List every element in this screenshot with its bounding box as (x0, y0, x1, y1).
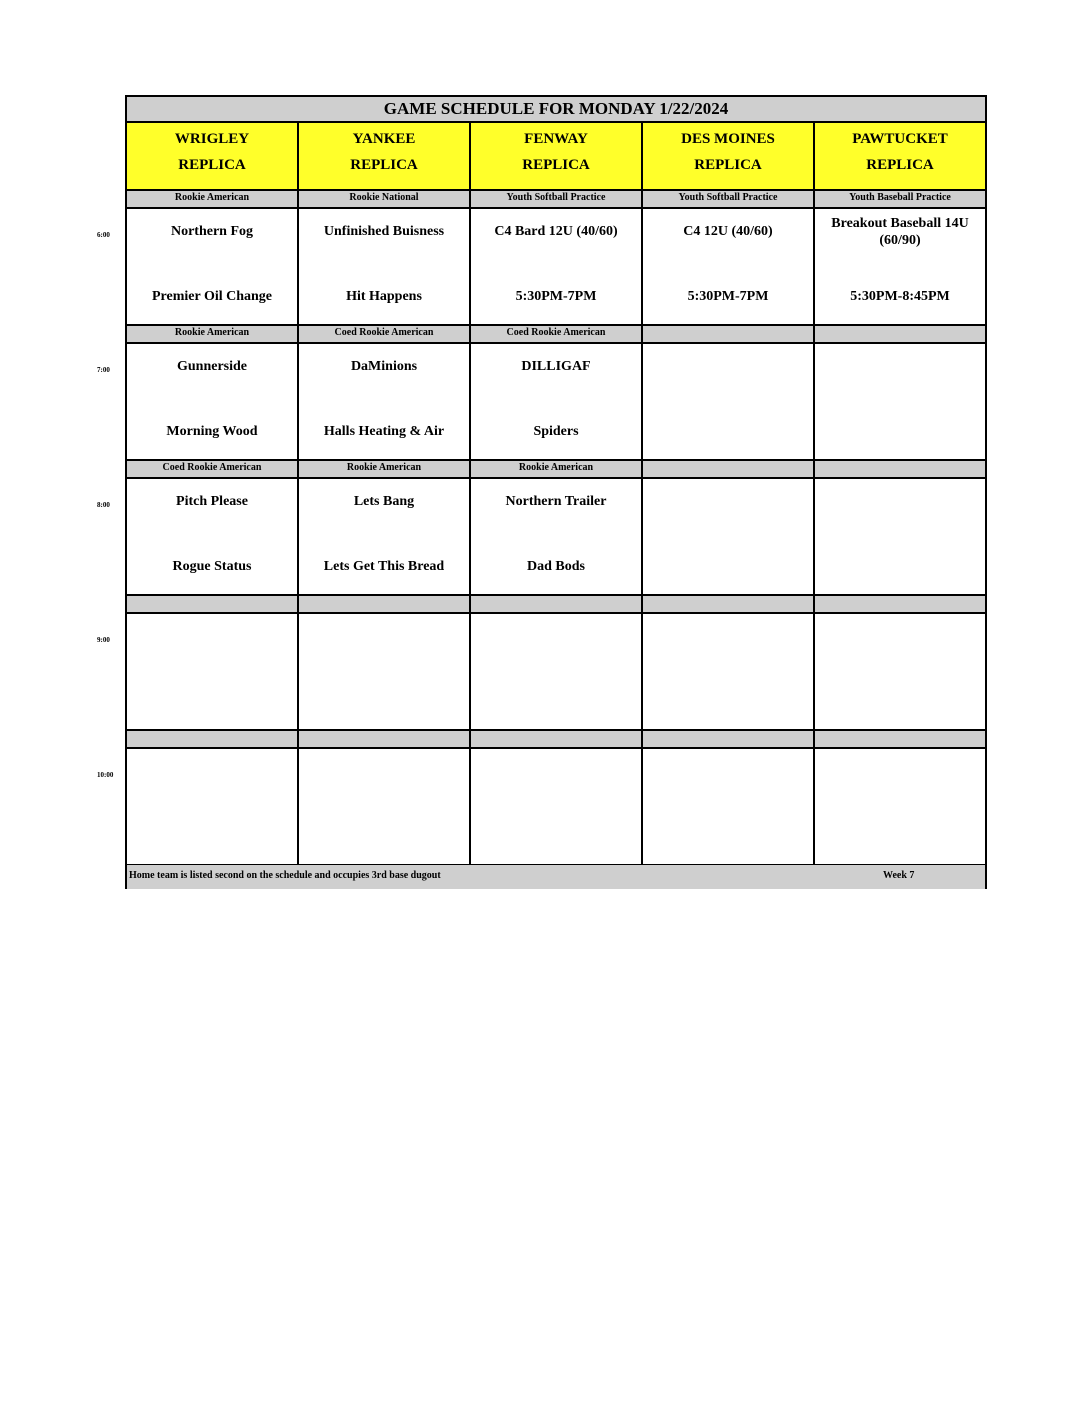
game-cell (643, 749, 813, 864)
division-label (815, 596, 985, 612)
venue-header (299, 123, 469, 189)
away-team: Pitch Please (176, 494, 248, 509)
footer-bar (127, 865, 985, 889)
venue-subtitle: REPLICA (178, 157, 246, 173)
game-cell (815, 614, 985, 729)
division-label: Rookie American (299, 461, 469, 477)
game-cell (643, 344, 813, 459)
division-label (815, 326, 985, 342)
venue-subtitle: REPLICA (522, 157, 590, 173)
home-team: 5:30PM-7PM (687, 289, 769, 304)
division-label: Rookie American (127, 191, 297, 207)
game-cell (643, 479, 813, 594)
division-label (643, 596, 813, 612)
venue-header (815, 123, 985, 189)
division-label (471, 596, 641, 612)
game-cell (299, 614, 469, 729)
venue-name: YANKEE (352, 131, 416, 147)
home-team: Lets Get This Bread (323, 559, 445, 574)
home-team: Premier Oil Change (151, 289, 273, 304)
away-team: Breakout Baseball 14U (60/90) (831, 216, 969, 248)
division-label (643, 731, 813, 747)
game-cell (127, 344, 297, 459)
game-cell (815, 479, 985, 594)
venue-subtitle: REPLICA (694, 157, 762, 173)
away-team: Gunnerside (176, 359, 247, 374)
game-cell (643, 614, 813, 729)
division-label (127, 731, 297, 747)
game-cell (643, 209, 813, 324)
game-cell (127, 479, 297, 594)
game-cell (471, 344, 641, 459)
division-label (299, 596, 469, 612)
schedule-title: GAME SCHEDULE FOR MONDAY 1/22/2024 (127, 97, 985, 121)
game-cell (127, 614, 297, 729)
division-label (127, 596, 297, 612)
game-cell (299, 209, 469, 324)
venue-header (471, 123, 641, 189)
division-label (815, 461, 985, 477)
division-label: Youth Softball Practice (471, 191, 641, 207)
venue-header (127, 123, 297, 189)
game-cell (471, 479, 641, 594)
away-team: Northern Trailer (505, 494, 607, 509)
schedule-table (125, 95, 987, 889)
time-label: 10:00 (97, 771, 114, 779)
venue-header-row (127, 123, 985, 189)
game-cell (127, 209, 297, 324)
game-cell (127, 749, 297, 864)
game-cell (815, 344, 985, 459)
home-team: Hit Happens (346, 289, 422, 304)
game-cell (299, 344, 469, 459)
away-team: Northern Fog (170, 224, 254, 239)
division-label (471, 731, 641, 747)
game-cell (299, 749, 469, 864)
away-team: C4 12U (40/60) (683, 224, 773, 239)
venue-name: DES MOINES (681, 131, 775, 147)
venue-name: WRIGLEY (174, 131, 250, 147)
game-cell (299, 479, 469, 594)
division-label: Coed Rookie American (471, 326, 641, 342)
home-team: Rogue Status (172, 559, 252, 574)
home-team: 5:30PM-8:45PM (850, 289, 950, 304)
game-cell (815, 209, 985, 324)
division-label: Coed Rookie American (127, 461, 297, 477)
home-team: Halls Heating & Air (323, 424, 445, 439)
game-cell (815, 749, 985, 864)
away-team: DILLIGAF (521, 359, 591, 374)
division-label (299, 731, 469, 747)
venue-name: PAWTUCKET (852, 131, 948, 147)
division-label: Rookie American (471, 461, 641, 477)
division-label: Rookie American (127, 326, 297, 342)
game-cell (471, 614, 641, 729)
game-cell (471, 209, 641, 324)
venue-subtitle: REPLICA (350, 157, 418, 173)
time-label: 9:00 (97, 636, 110, 644)
away-team: Unfinished Buisness (323, 224, 445, 239)
home-team: 5:30PM-7PM (515, 289, 597, 304)
away-team: DaMinions (350, 359, 418, 374)
division-label: Rookie National (299, 191, 469, 207)
away-team: C4 Bard 12U (40/60) (494, 224, 618, 239)
time-label: 8:00 (97, 501, 110, 509)
division-label (643, 461, 813, 477)
division-label (815, 731, 985, 747)
venue-header (643, 123, 813, 189)
time-label: 6:00 (97, 231, 110, 239)
venue-subtitle: REPLICA (866, 157, 934, 173)
venue-name: FENWAY (524, 131, 588, 147)
division-label (643, 326, 813, 342)
time-label: 7:00 (97, 366, 110, 374)
away-team: Lets Bang (353, 494, 415, 509)
home-team: Morning Wood (166, 424, 258, 439)
division-label: Coed Rookie American (299, 326, 469, 342)
week-label: Week 7 (883, 870, 915, 881)
division-label: Youth Softball Practice (643, 191, 813, 207)
home-team: Dad Bods (527, 559, 585, 574)
footer-note: Home team is listed second on the schedule and occupies 3rd base dugout (129, 870, 441, 881)
home-team: Spiders (533, 424, 579, 439)
division-label: Youth Baseball Practice (815, 191, 985, 207)
game-cell (471, 749, 641, 864)
